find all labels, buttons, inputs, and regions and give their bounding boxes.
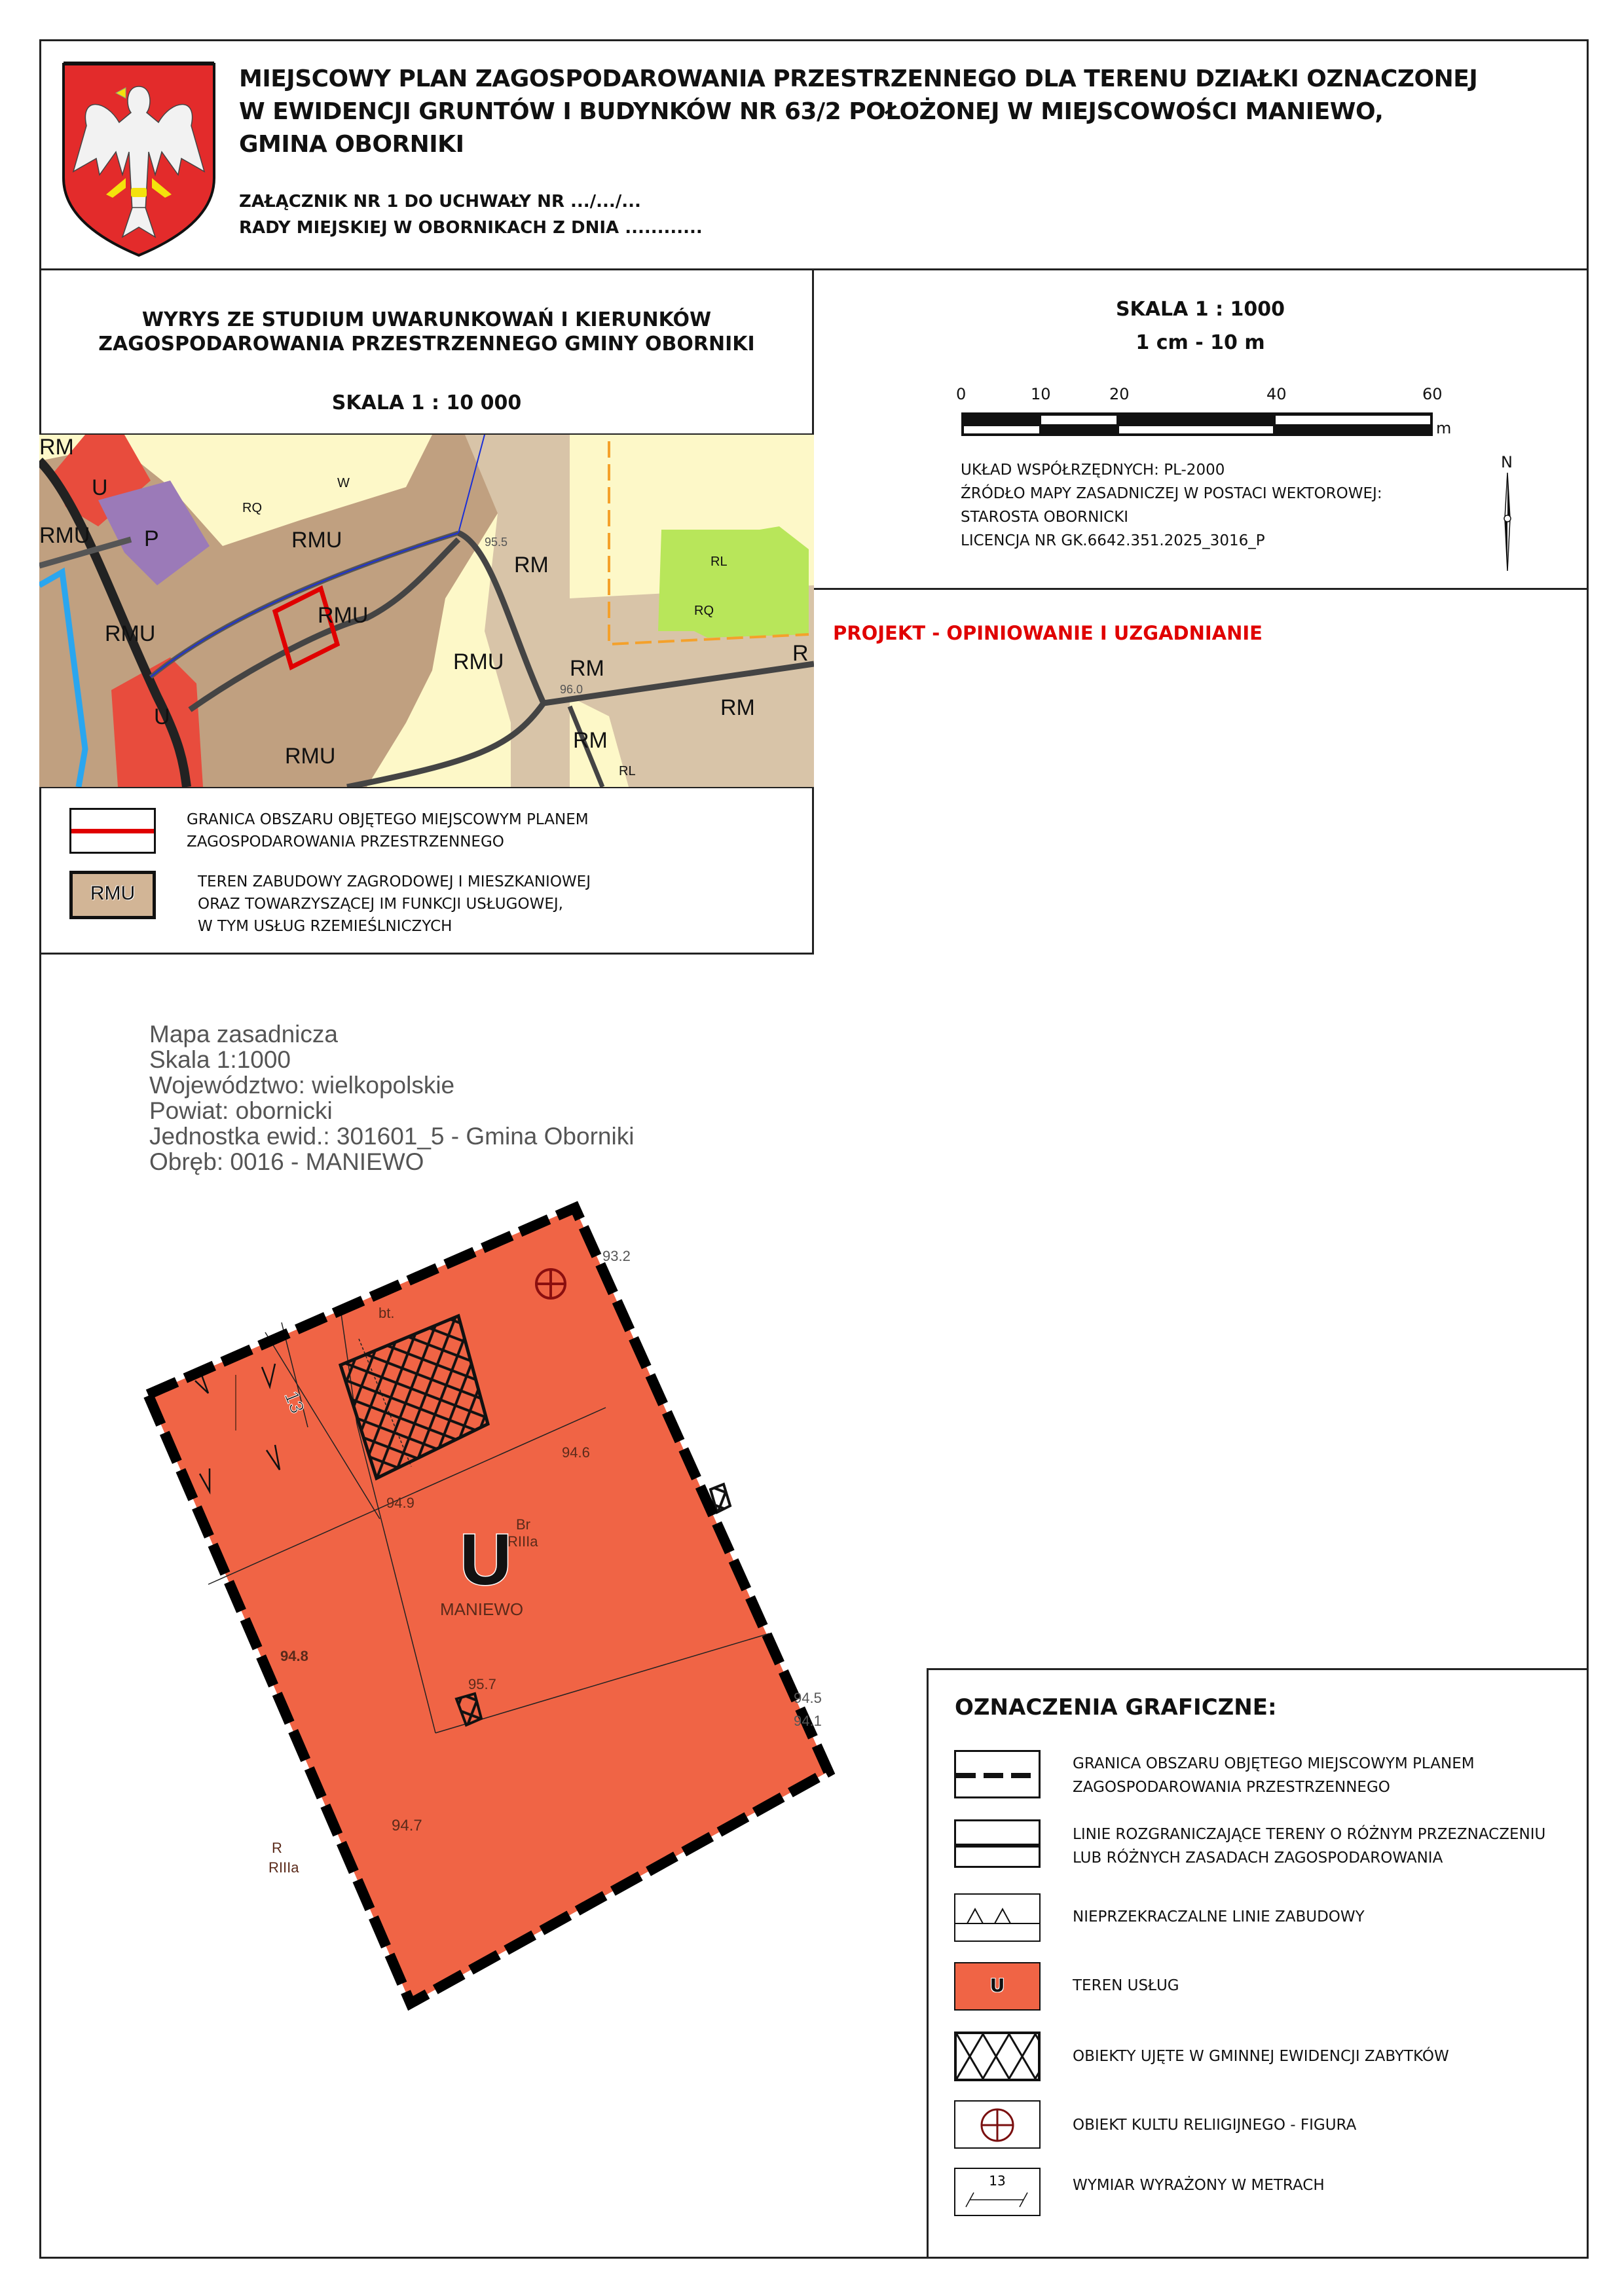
base-map-info	[149, 1021, 634, 1175]
legend-text-line: ZAGOSPODAROWANIA PRZESTRZENNEGO	[1073, 1779, 1390, 1796]
elevation-label: 94.7	[392, 1817, 422, 1834]
north-arrow-icon	[1498, 473, 1517, 571]
dimension-icon	[955, 2169, 1039, 2215]
legend-text-line: LUB RÓŻNYCH ZASADACH ZAGOSPODAROWANIA	[1073, 1850, 1443, 1867]
dimension-label: 13	[280, 1388, 308, 1417]
base-map-info-line: Województwo: wielkopolskie	[149, 1072, 455, 1099]
label-riiia: RIIIa	[268, 1859, 299, 1876]
elevation-label: 94.8	[280, 1648, 308, 1664]
legend-item-text: TEREN USŁUG	[1073, 1977, 1179, 1994]
base-map-info-line: Skala 1:1000	[149, 1046, 291, 1073]
scale-bar-tick: 20	[1109, 385, 1130, 403]
annex-line-1: ZAŁĄCZNIK NR 1 DO UCHWAŁY NR .../.../...	[239, 192, 641, 211]
legend-religious-symbol	[954, 2100, 1041, 2149]
u-symbol-label: U	[989, 1975, 1005, 1996]
plan-title-line-2: W EWIDENCJI GRUNTÓW I BUDYNKÓW NR 63/2 POŁOŻONEJ W MIEJSCOWOŚCI MANIEWO,	[239, 98, 1384, 125]
legend-text-line: W TYM USŁUG RZEMIEŚLNICZYCH	[198, 918, 452, 935]
study-legend-boundary-symbol	[69, 808, 156, 854]
scale-bar-tick: 10	[1031, 385, 1051, 403]
map-label: RL	[710, 555, 728, 569]
plan-title-line-1: MIEJSCOWY PLAN ZAGOSPODAROWANIA PRZESTRZENNEGO DLA TERENU DZIAŁKI OZNACZONEJ	[239, 65, 1478, 92]
legend-building-line-symbol	[954, 1893, 1041, 1942]
legend-text-line: ZAGOSPODAROWANIA PRZESTRZENNEGO	[187, 833, 504, 850]
map-label: RM	[39, 435, 74, 460]
map-label: RL	[619, 764, 636, 778]
rmu-symbol-label: RMU	[90, 883, 136, 904]
legend-dimension-symbol	[954, 2168, 1041, 2216]
study-title	[39, 308, 814, 356]
map-label: RMU	[39, 523, 90, 548]
elevation-label: 93.2	[602, 1248, 631, 1264]
legend-text-line: GRANICA OBSZARU OBJĘTEGO MIEJSCOWYM PLANEM	[1073, 1755, 1475, 1772]
scale-bar-tick: 40	[1266, 385, 1287, 403]
base-map-info-line: Obręb: 0016 - MANIEWO	[149, 1148, 424, 1175]
plan-map	[0, 1165, 917, 2030]
map-elevation: 95.5	[485, 536, 508, 549]
study-title-line-2: ZAGOSPODAROWANIA PRZESTRZENNEGO GMINY OBORNIKI	[98, 333, 755, 355]
map-label: RM	[514, 553, 549, 577]
legend-item-text: NIEPRZEKRACZALNE LINIE ZABUDOWY	[1073, 1908, 1365, 1925]
label-br: Br	[516, 1516, 530, 1533]
legend-text-line: GRANICA OBSZARU OBJĘTEGO MIEJSCOWYM PLANEM	[187, 811, 589, 828]
study-scale: SKALA 1 : 10 000	[331, 392, 522, 414]
map-label: R	[792, 641, 809, 666]
map-label: P	[144, 526, 159, 551]
plan-title-line-3: GMINA OBORNIKI	[239, 131, 464, 158]
scale-bar	[961, 412, 1433, 436]
coat-of-arms-icon	[60, 60, 217, 257]
map-label: U	[154, 704, 170, 729]
map-label: RQ	[694, 604, 714, 618]
info-line: ŹRÓDŁO MAPY ZASADNICZEJ W POSTACI WEKTOROWEJ:	[961, 485, 1382, 502]
zone-symbol-u: U	[460, 1520, 512, 1600]
map-label: RMU	[453, 649, 504, 674]
legend-item-text: OBIEKTY UJĘTE W GMINNEJ EWIDENCJI ZABYTKÓW	[1073, 2048, 1449, 2065]
study-extract-map	[39, 435, 814, 787]
legend-item-text	[1073, 1823, 1545, 1870]
map-label: RM	[573, 728, 608, 753]
dimension-sample-label: 13	[989, 2173, 1006, 2189]
circle-cross-icon	[955, 2102, 1039, 2147]
legend-item-text: WYMIAR WYRAŻONY W METRACH	[1073, 2177, 1325, 2194]
scale-bar-tick: 60	[1422, 385, 1443, 403]
rq-zone-east	[658, 526, 809, 638]
map-label: RMU	[105, 621, 156, 646]
scale-bar-unit: m	[1436, 419, 1452, 437]
map-label: U	[92, 475, 108, 500]
legend-panel-left	[927, 1668, 929, 2259]
legend-text-line: LINIE ROZGRANICZAJĄCE TERENY O RÓŻNYM PRZEZNACZENIU	[1073, 1826, 1546, 1843]
legend-heritage-symbol	[954, 2032, 1041, 2081]
legend-solid-line-symbol	[954, 1819, 1041, 1868]
label-bt: bt.	[378, 1305, 395, 1321]
scale-ratio: 1 cm - 10 m	[1135, 331, 1265, 354]
map-label: W	[337, 476, 350, 490]
elevation-label: 95.7	[468, 1676, 496, 1692]
map-label: RM	[720, 695, 755, 720]
legend-item-text: OBIEKT KULTU RELIIGIJNEGO - FIGURA	[1073, 2117, 1357, 2134]
header-divider	[39, 268, 1589, 270]
triangle-line-icon	[955, 1895, 1039, 1941]
map-label: RMU	[285, 744, 336, 769]
crosshatch-icon	[957, 2034, 1038, 2079]
religious-figure-icon	[536, 1269, 565, 1298]
legend-u-symbol	[954, 1962, 1041, 2011]
north-label: N	[1501, 453, 1513, 471]
info-line: UKŁAD WSPÓŁRZĘDNYCH: PL-2000	[961, 462, 1225, 479]
map-elevation: 96.0	[560, 683, 583, 696]
elevation-label: 94.5	[794, 1690, 822, 1706]
annex-line-2: RADY MIEJSKIEJ W OBORNIKACH Z DNIA ............	[239, 218, 703, 238]
elevation-label: 94.6	[562, 1444, 590, 1461]
info-line: STAROSTA OBORNICKI	[961, 509, 1129, 526]
legend-panel-top	[927, 1668, 1589, 1670]
study-legend-boundary-text	[187, 809, 589, 853]
label-r: R	[272, 1840, 282, 1856]
base-map-info-line: Jednostka ewid.: 301601_5 - Gmina Oborniki	[149, 1123, 635, 1150]
legend-dashed-boundary-symbol	[954, 1750, 1041, 1798]
study-legend-top	[39, 787, 814, 788]
study-title-line-1: WYRYS ZE STUDIUM UWARUNKOWAŃ I KIERUNKÓW	[141, 308, 712, 331]
scale-panel-divider	[812, 588, 1589, 590]
project-status: PROJEKT - OPINIOWANIE I UZGADNIANIE	[833, 622, 1263, 644]
study-legend-rmu-symbol	[69, 871, 156, 919]
map-label: RQ	[242, 501, 262, 515]
map-label: RM	[570, 656, 604, 681]
legend-title: OZNACZENIA GRAFICZNE:	[955, 1694, 1277, 1721]
legend-text-line: TEREN ZABUDOWY ZAGRODOWEJ I MIESZKANIOWEJ	[198, 873, 591, 890]
label-riiia: RIIIa	[507, 1533, 538, 1550]
scale-title: SKALA 1 : 1000	[1115, 298, 1285, 321]
elevation-label: 94.1	[794, 1713, 822, 1729]
base-map-info-line: Powiat: obornicki	[149, 1097, 333, 1124]
legend-item-text	[1073, 1752, 1475, 1799]
label-parcel: MANIEWO	[440, 1599, 524, 1619]
map-label: RMU	[318, 603, 369, 628]
info-line: LICENCJA NR GK.6642.351.2025_3016_P	[961, 532, 1265, 549]
base-map-info-line: Mapa zasadnicza	[149, 1021, 338, 1048]
annex-note	[239, 189, 703, 241]
study-legend-rmu-text	[198, 871, 591, 938]
coordinate-info	[961, 458, 1382, 553]
elevation-label: 94.9	[386, 1495, 415, 1511]
scale-bar-tick: 0	[956, 385, 967, 403]
legend-text-line: ORAZ TOWARZYSZĄCEJ IM FUNKCJI USŁUGOWEJ,	[198, 896, 563, 913]
map-label: RMU	[291, 528, 342, 553]
plan-title	[239, 63, 1516, 161]
study-panel-bottom	[39, 953, 814, 955]
